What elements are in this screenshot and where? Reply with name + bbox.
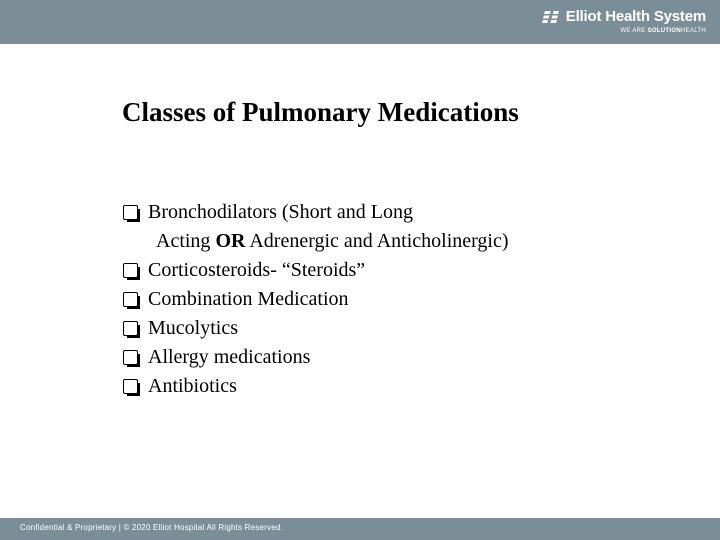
brand-name: Elliot Health System [565, 8, 706, 25]
list-item: Combination Medication [122, 285, 509, 314]
checkbox-bullet-icon [123, 350, 138, 365]
list-item: Corticosteroids- “Steroids” [122, 256, 509, 285]
checkbox-bullet-icon [123, 292, 138, 307]
brand-tagline: WE ARE SOLUTIONHEALTH [620, 28, 706, 34]
checkbox-bullet-icon [123, 379, 138, 394]
list-item: Allergy medications [122, 343, 509, 372]
list-item: Antibiotics [122, 372, 509, 401]
bullet-list [122, 198, 509, 401]
footer-copyright: Confidential & Proprietary | © 2020 Elliot Hospital All Rights Reserved. [20, 523, 283, 532]
list-item: Mucolytics [122, 314, 509, 343]
checkbox-bullet-icon [123, 205, 138, 220]
list-item-continuation: Acting OR Adrenergic and Anticholinergic) [156, 230, 509, 252]
elliot-logo-icon [542, 10, 560, 24]
footer-bar [0, 518, 720, 540]
list-item: Bronchodilators (Short and Long Acting OR Adrenergic and Anticholinergic) [122, 198, 509, 256]
checkbox-bullet-icon [123, 263, 138, 278]
checkbox-bullet-icon [123, 321, 138, 336]
header-bar [0, 0, 720, 44]
slide-title: Classes of Pulmonary Medications [122, 97, 519, 127]
brand [542, 8, 706, 34]
